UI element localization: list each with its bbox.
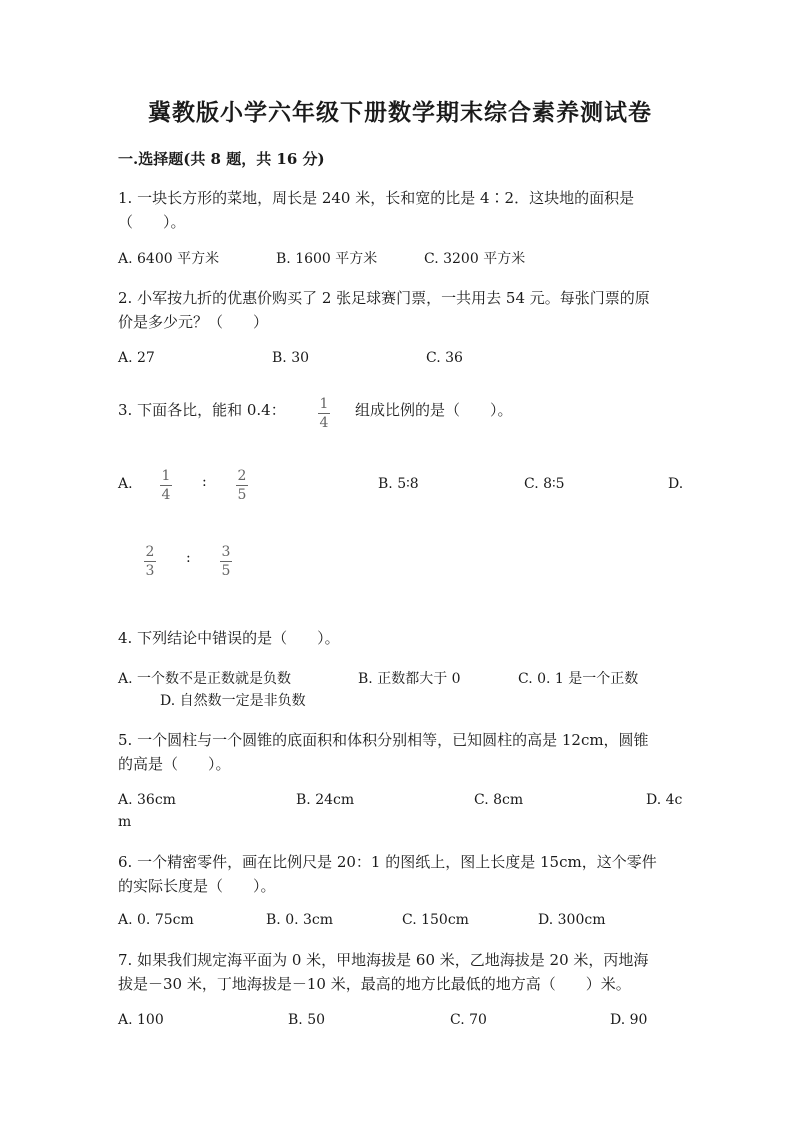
- q7-option-d[interactable]: D. 90: [610, 1012, 648, 1028]
- question-2-line-1: 2. 小军按九折的优惠价购买了 2 张足球赛门票，一共用去 54 元。每张门票的原: [118, 289, 650, 307]
- q5-option-c[interactable]: C. 8cm: [474, 792, 524, 808]
- section-heading: 一.选择题(共 8 题，共 16 分): [118, 150, 325, 168]
- fraction-numerator: 3: [221, 544, 231, 560]
- question-6-line-1: 6. 一个精密零件，画在比例尺是 20：1 的图纸上，图上长度是 15cm，这个零件: [118, 853, 657, 871]
- fraction-denominator: 5: [221, 563, 231, 579]
- question-2-line-2: 价是多少元？（ ）: [118, 313, 269, 331]
- q4-option-a[interactable]: A. 一个数不是正数就是负数: [118, 671, 292, 687]
- q6-option-d[interactable]: D. 300cm: [538, 912, 606, 928]
- q4-option-b[interactable]: B. 正数都大于 0: [358, 671, 461, 687]
- q3-option-b[interactable]: B. 5∶8: [378, 476, 419, 492]
- q5-option-a[interactable]: A. 36cm: [118, 792, 176, 808]
- page-title: 冀教版小学六年级下册数学期末综合素养测试卷: [148, 99, 652, 126]
- q7-option-a[interactable]: A. 100: [118, 1012, 164, 1028]
- q3-option-d-fraction-1: [144, 544, 156, 579]
- q4-option-c[interactable]: C. 0. 1 是一个正数: [518, 671, 639, 687]
- q7-option-b[interactable]: B. 50: [288, 1012, 326, 1028]
- question-6-line-2: 的实际长度是（ ）。: [118, 877, 276, 895]
- q1-option-a[interactable]: A. 6400 平方米: [118, 251, 220, 267]
- fraction-numerator: 2: [237, 468, 247, 484]
- q2-option-b[interactable]: B. 30: [272, 350, 310, 366]
- question-3-suffix: 组成比例的是（ ）。: [355, 401, 513, 419]
- fraction-denominator: 4: [319, 415, 329, 431]
- q6-option-b[interactable]: B. 0. 3cm: [266, 912, 334, 928]
- q6-option-a[interactable]: A. 0. 75cm: [118, 912, 194, 928]
- question-4: 4. 下列结论中错误的是（ ）。: [118, 629, 340, 647]
- q3-option-c[interactable]: C. 8∶5: [524, 476, 565, 492]
- q3-option-a-fraction-2: [236, 468, 248, 503]
- q5-option-b[interactable]: B. 24cm: [296, 792, 355, 808]
- q1-option-c[interactable]: C. 3200 平方米: [424, 251, 526, 267]
- q3-option-a-colon: :: [202, 474, 207, 490]
- fraction-denominator: 3: [145, 563, 155, 579]
- fraction-denominator: 5: [237, 487, 247, 503]
- question-5-line-1: 5. 一个圆柱与一个圆锥的底面积和体积分别相等，已知圆柱的高是 12cm，圆锥: [118, 731, 649, 749]
- fraction-numerator: 2: [145, 544, 155, 560]
- q7-option-c[interactable]: C. 70: [450, 1012, 487, 1028]
- question-1-line-2: （ ）。: [118, 213, 186, 231]
- q2-option-a[interactable]: A. 27: [118, 350, 155, 366]
- q3-option-d-colon: :: [186, 550, 191, 566]
- q3-option-a-fraction-1: [160, 468, 172, 503]
- fraction-numerator: 1: [161, 468, 171, 484]
- q4-option-d[interactable]: D. 自然数一定是非负数: [160, 693, 306, 709]
- q3-option-a-label[interactable]: A.: [118, 476, 133, 492]
- question-7-line-2: 拔是－30 米，丁地海拔是－10 米，最高的地方比最低的地方高（ ）米。: [118, 975, 631, 993]
- question-3-prefix: 3. 下面各比，能和 0.4：: [118, 401, 286, 419]
- question-5-line-2: 的高是（ ）。: [118, 755, 231, 773]
- q5-option-d[interactable]: D. 4c: [646, 792, 683, 808]
- q3-fraction: [318, 396, 330, 431]
- q1-option-b[interactable]: B. 1600 平方米: [276, 251, 378, 267]
- question-1-line-1: 1. 一块长方形的菜地，周长是 240 米，长和宽的比是 4∶2．这块地的面积是: [118, 189, 635, 207]
- fraction-denominator: 4: [161, 487, 171, 503]
- fraction-numerator: 1: [319, 396, 329, 412]
- q2-option-c[interactable]: C. 36: [426, 350, 463, 366]
- q6-option-c[interactable]: C. 150cm: [402, 912, 469, 928]
- q3-option-d-fraction-2: [220, 544, 232, 579]
- question-7-line-1: 7. 如果我们规定海平面为 0 米，甲地海拔是 60 米，乙地海拔是 20 米，丙地海: [118, 951, 649, 969]
- q3-option-d-label[interactable]: D.: [668, 476, 684, 492]
- q5-option-d-wrap: m: [118, 814, 132, 830]
